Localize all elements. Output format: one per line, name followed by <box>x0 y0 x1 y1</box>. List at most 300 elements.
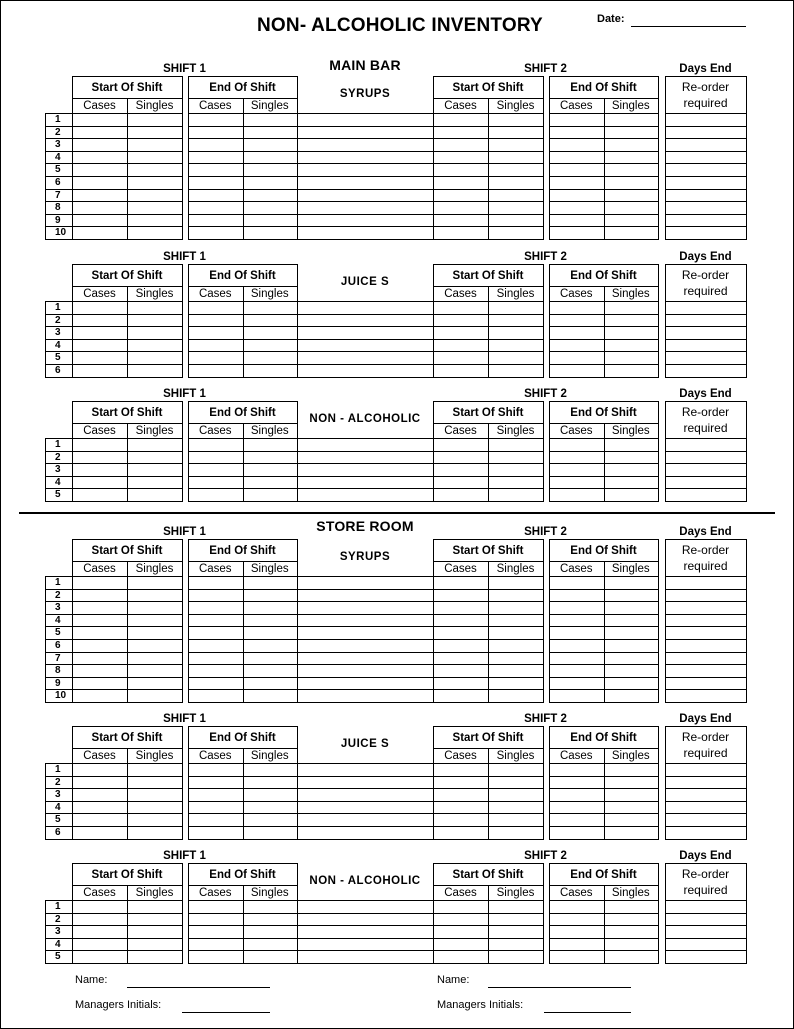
entry-cell[interactable] <box>434 139 487 150</box>
entry-cell[interactable] <box>666 590 745 601</box>
entry-cell[interactable] <box>550 190 603 201</box>
entry-cell[interactable] <box>550 315 603 326</box>
entry-cell[interactable] <box>550 152 603 163</box>
entry-cell[interactable] <box>550 901 603 912</box>
entry-cell[interactable] <box>605 777 657 788</box>
entry-cell[interactable] <box>489 802 542 813</box>
entry-cell[interactable] <box>73 215 126 226</box>
entry-cell[interactable] <box>489 215 542 226</box>
entry-cell[interactable] <box>298 190 432 201</box>
entry-cell[interactable] <box>434 327 487 338</box>
entry-cell[interactable] <box>666 914 745 925</box>
entry-cell[interactable] <box>489 901 542 912</box>
entry-cell[interactable] <box>605 315 657 326</box>
entry-cell[interactable] <box>550 227 603 238</box>
entry-cell[interactable] <box>298 464 432 475</box>
entry-cell[interactable] <box>189 139 242 150</box>
entry-cell[interactable] <box>489 678 542 689</box>
entry-cell[interactable] <box>666 177 745 188</box>
entry-cell[interactable] <box>489 489 542 500</box>
entry-cell[interactable] <box>189 365 242 376</box>
entry-cell[interactable] <box>550 202 603 213</box>
entry-cell[interactable] <box>605 802 657 813</box>
entry-cell[interactable] <box>298 827 432 838</box>
entry-cell[interactable] <box>298 365 432 376</box>
entry-cell[interactable] <box>666 777 745 788</box>
entry-cell[interactable] <box>73 315 126 326</box>
entry-cell[interactable] <box>489 127 542 138</box>
entry-cell[interactable] <box>298 164 432 175</box>
entry-cell[interactable] <box>298 802 432 813</box>
entry-cell[interactable] <box>550 477 603 488</box>
entry-cell[interactable] <box>605 152 657 163</box>
entry-cell[interactable] <box>666 926 745 937</box>
entry-cell[interactable] <box>298 914 432 925</box>
entry-cell[interactable] <box>489 452 542 463</box>
entry-cell[interactable] <box>128 678 181 689</box>
entry-cell[interactable] <box>128 489 181 500</box>
entry-cell[interactable] <box>244 590 296 601</box>
name-field-line-right[interactable] <box>488 987 631 988</box>
entry-cell[interactable] <box>298 315 432 326</box>
entry-cell[interactable] <box>605 814 657 825</box>
managers-initials-field-line-right[interactable] <box>544 1012 631 1013</box>
entry-cell[interactable] <box>298 590 432 601</box>
entry-cell[interactable] <box>550 640 603 651</box>
entry-cell[interactable] <box>128 439 181 450</box>
entry-cell[interactable] <box>666 127 745 138</box>
entry-cell[interactable] <box>605 302 657 313</box>
entry-cell[interactable] <box>128 627 181 638</box>
entry-cell[interactable] <box>666 665 745 676</box>
entry-cell[interactable] <box>434 640 487 651</box>
entry-cell[interactable] <box>434 653 487 664</box>
entry-cell[interactable] <box>434 914 487 925</box>
entry-cell[interactable] <box>489 190 542 201</box>
entry-cell[interactable] <box>244 215 296 226</box>
entry-cell[interactable] <box>189 215 242 226</box>
entry-cell[interactable] <box>244 190 296 201</box>
entry-cell[interactable] <box>550 215 603 226</box>
entry-cell[interactable] <box>73 665 126 676</box>
entry-cell[interactable] <box>605 340 657 351</box>
entry-cell[interactable] <box>605 190 657 201</box>
entry-cell[interactable] <box>434 464 487 475</box>
entry-cell[interactable] <box>434 678 487 689</box>
entry-cell[interactable] <box>666 602 745 613</box>
entry-cell[interactable] <box>489 327 542 338</box>
entry-cell[interactable] <box>666 477 745 488</box>
entry-cell[interactable] <box>666 827 745 838</box>
entry-cell[interactable] <box>189 452 242 463</box>
entry-cell[interactable] <box>605 764 657 775</box>
entry-cell[interactable] <box>244 202 296 213</box>
entry-cell[interactable] <box>666 577 745 588</box>
entry-cell[interactable] <box>666 814 745 825</box>
entry-cell[interactable] <box>550 464 603 475</box>
entry-cell[interactable] <box>298 602 432 613</box>
entry-cell[interactable] <box>489 602 542 613</box>
entry-cell[interactable] <box>73 439 126 450</box>
entry-cell[interactable] <box>434 127 487 138</box>
entry-cell[interactable] <box>666 202 745 213</box>
entry-cell[interactable] <box>298 777 432 788</box>
entry-cell[interactable] <box>73 914 126 925</box>
entry-cell[interactable] <box>434 340 487 351</box>
entry-cell[interactable] <box>128 227 181 238</box>
entry-cell[interactable] <box>189 914 242 925</box>
entry-cell[interactable] <box>489 640 542 651</box>
entry-cell[interactable] <box>605 577 657 588</box>
entry-cell[interactable] <box>298 202 432 213</box>
entry-cell[interactable] <box>550 665 603 676</box>
entry-cell[interactable] <box>244 665 296 676</box>
entry-cell[interactable] <box>189 764 242 775</box>
entry-cell[interactable] <box>128 939 181 950</box>
entry-cell[interactable] <box>434 352 487 363</box>
entry-cell[interactable] <box>489 951 542 962</box>
entry-cell[interactable] <box>128 215 181 226</box>
entry-cell[interactable] <box>128 951 181 962</box>
entry-cell[interactable] <box>244 164 296 175</box>
entry-cell[interactable] <box>605 665 657 676</box>
entry-cell[interactable] <box>244 814 296 825</box>
entry-cell[interactable] <box>489 315 542 326</box>
entry-cell[interactable] <box>489 764 542 775</box>
entry-cell[interactable] <box>550 177 603 188</box>
entry-cell[interactable] <box>189 814 242 825</box>
entry-cell[interactable] <box>605 327 657 338</box>
entry-cell[interactable] <box>666 215 745 226</box>
entry-cell[interactable] <box>189 352 242 363</box>
entry-cell[interactable] <box>666 164 745 175</box>
entry-cell[interactable] <box>189 439 242 450</box>
entry-cell[interactable] <box>73 114 126 125</box>
entry-cell[interactable] <box>244 777 296 788</box>
entry-cell[interactable] <box>128 789 181 800</box>
entry-cell[interactable] <box>550 914 603 925</box>
entry-cell[interactable] <box>244 152 296 163</box>
entry-cell[interactable] <box>489 340 542 351</box>
entry-cell[interactable] <box>550 602 603 613</box>
entry-cell[interactable] <box>189 464 242 475</box>
entry-cell[interactable] <box>489 615 542 626</box>
entry-cell[interactable] <box>244 602 296 613</box>
entry-cell[interactable] <box>666 939 745 950</box>
entry-cell[interactable] <box>244 951 296 962</box>
entry-cell[interactable] <box>73 827 126 838</box>
entry-cell[interactable] <box>605 914 657 925</box>
entry-cell[interactable] <box>189 690 242 701</box>
entry-cell[interactable] <box>128 164 181 175</box>
entry-cell[interactable] <box>298 452 432 463</box>
entry-cell[interactable] <box>605 227 657 238</box>
entry-cell[interactable] <box>73 764 126 775</box>
entry-cell[interactable] <box>550 789 603 800</box>
entry-cell[interactable] <box>244 439 296 450</box>
entry-cell[interactable] <box>550 939 603 950</box>
entry-cell[interactable] <box>73 951 126 962</box>
entry-cell[interactable] <box>666 653 745 664</box>
entry-cell[interactable] <box>189 827 242 838</box>
entry-cell[interactable] <box>244 802 296 813</box>
entry-cell[interactable] <box>189 951 242 962</box>
entry-cell[interactable] <box>244 464 296 475</box>
entry-cell[interactable] <box>666 615 745 626</box>
entry-cell[interactable] <box>244 315 296 326</box>
entry-cell[interactable] <box>244 678 296 689</box>
entry-cell[interactable] <box>128 152 181 163</box>
entry-cell[interactable] <box>489 302 542 313</box>
entry-cell[interactable] <box>434 302 487 313</box>
entry-cell[interactable] <box>244 489 296 500</box>
entry-cell[interactable] <box>189 477 242 488</box>
entry-cell[interactable] <box>550 802 603 813</box>
entry-cell[interactable] <box>666 789 745 800</box>
entry-cell[interactable] <box>73 452 126 463</box>
entry-cell[interactable] <box>605 202 657 213</box>
entry-cell[interactable] <box>189 315 242 326</box>
entry-cell[interactable] <box>298 951 432 962</box>
entry-cell[interactable] <box>489 139 542 150</box>
entry-cell[interactable] <box>489 590 542 601</box>
entry-cell[interactable] <box>489 365 542 376</box>
entry-cell[interactable] <box>244 914 296 925</box>
entry-cell[interactable] <box>489 164 542 175</box>
entry-cell[interactable] <box>605 602 657 613</box>
entry-cell[interactable] <box>666 139 745 150</box>
entry-cell[interactable] <box>489 827 542 838</box>
entry-cell[interactable] <box>128 926 181 937</box>
entry-cell[interactable] <box>605 464 657 475</box>
entry-cell[interactable] <box>434 227 487 238</box>
entry-cell[interactable] <box>128 365 181 376</box>
entry-cell[interactable] <box>605 177 657 188</box>
entry-cell[interactable] <box>128 777 181 788</box>
entry-cell[interactable] <box>550 814 603 825</box>
entry-cell[interactable] <box>489 653 542 664</box>
entry-cell[interactable] <box>128 814 181 825</box>
entry-cell[interactable] <box>128 139 181 150</box>
entry-cell[interactable] <box>489 665 542 676</box>
entry-cell[interactable] <box>666 802 745 813</box>
entry-cell[interactable] <box>298 627 432 638</box>
entry-cell[interactable] <box>489 477 542 488</box>
entry-cell[interactable] <box>73 340 126 351</box>
entry-cell[interactable] <box>434 477 487 488</box>
entry-cell[interactable] <box>73 139 126 150</box>
entry-cell[interactable] <box>128 315 181 326</box>
entry-cell[interactable] <box>550 926 603 937</box>
entry-cell[interactable] <box>189 615 242 626</box>
entry-cell[interactable] <box>434 827 487 838</box>
entry-cell[interactable] <box>434 665 487 676</box>
entry-cell[interactable] <box>489 177 542 188</box>
entry-cell[interactable] <box>434 777 487 788</box>
entry-cell[interactable] <box>128 615 181 626</box>
entry-cell[interactable] <box>189 678 242 689</box>
entry-cell[interactable] <box>434 152 487 163</box>
entry-cell[interactable] <box>666 951 745 962</box>
entry-cell[interactable] <box>489 464 542 475</box>
entry-cell[interactable] <box>489 439 542 450</box>
entry-cell[interactable] <box>434 939 487 950</box>
entry-cell[interactable] <box>489 939 542 950</box>
entry-cell[interactable] <box>666 365 745 376</box>
entry-cell[interactable] <box>298 690 432 701</box>
entry-cell[interactable] <box>128 901 181 912</box>
entry-cell[interactable] <box>244 926 296 937</box>
entry-cell[interactable] <box>605 365 657 376</box>
entry-cell[interactable] <box>434 452 487 463</box>
entry-cell[interactable] <box>298 901 432 912</box>
entry-cell[interactable] <box>244 477 296 488</box>
entry-cell[interactable] <box>605 352 657 363</box>
entry-cell[interactable] <box>666 340 745 351</box>
entry-cell[interactable] <box>189 227 242 238</box>
entry-cell[interactable] <box>550 627 603 638</box>
entry-cell[interactable] <box>605 627 657 638</box>
entry-cell[interactable] <box>605 653 657 664</box>
entry-cell[interactable] <box>489 152 542 163</box>
entry-cell[interactable] <box>128 114 181 125</box>
entry-cell[interactable] <box>244 939 296 950</box>
entry-cell[interactable] <box>550 127 603 138</box>
entry-cell[interactable] <box>489 777 542 788</box>
entry-cell[interactable] <box>189 802 242 813</box>
entry-cell[interactable] <box>434 764 487 775</box>
entry-cell[interactable] <box>605 590 657 601</box>
entry-cell[interactable] <box>298 215 432 226</box>
entry-cell[interactable] <box>128 340 181 351</box>
entry-cell[interactable] <box>489 814 542 825</box>
entry-cell[interactable] <box>298 477 432 488</box>
entry-cell[interactable] <box>489 227 542 238</box>
entry-cell[interactable] <box>434 215 487 226</box>
entry-cell[interactable] <box>434 926 487 937</box>
entry-cell[interactable] <box>298 814 432 825</box>
entry-cell[interactable] <box>298 939 432 950</box>
entry-cell[interactable] <box>489 914 542 925</box>
entry-cell[interactable] <box>298 640 432 651</box>
date-field-line[interactable] <box>631 26 746 27</box>
entry-cell[interactable] <box>244 577 296 588</box>
entry-cell[interactable] <box>666 114 745 125</box>
entry-cell[interactable] <box>73 590 126 601</box>
entry-cell[interactable] <box>605 615 657 626</box>
entry-cell[interactable] <box>550 653 603 664</box>
entry-cell[interactable] <box>550 302 603 313</box>
entry-cell[interactable] <box>605 139 657 150</box>
entry-cell[interactable] <box>605 489 657 500</box>
entry-cell[interactable] <box>605 901 657 912</box>
entry-cell[interactable] <box>605 690 657 701</box>
entry-cell[interactable] <box>550 577 603 588</box>
entry-cell[interactable] <box>298 114 432 125</box>
entry-cell[interactable] <box>73 152 126 163</box>
entry-cell[interactable] <box>73 464 126 475</box>
entry-cell[interactable] <box>605 164 657 175</box>
entry-cell[interactable] <box>434 802 487 813</box>
entry-cell[interactable] <box>128 577 181 588</box>
entry-cell[interactable] <box>666 327 745 338</box>
entry-cell[interactable] <box>550 439 603 450</box>
entry-cell[interactable] <box>73 640 126 651</box>
entry-cell[interactable] <box>550 327 603 338</box>
entry-cell[interactable] <box>73 489 126 500</box>
entry-cell[interactable] <box>550 352 603 363</box>
entry-cell[interactable] <box>550 615 603 626</box>
entry-cell[interactable] <box>434 114 487 125</box>
entry-cell[interactable] <box>550 827 603 838</box>
entry-cell[interactable] <box>550 764 603 775</box>
entry-cell[interactable] <box>189 665 242 676</box>
entry-cell[interactable] <box>298 665 432 676</box>
entry-cell[interactable] <box>550 777 603 788</box>
entry-cell[interactable] <box>244 789 296 800</box>
entry-cell[interactable] <box>605 678 657 689</box>
entry-cell[interactable] <box>434 315 487 326</box>
entry-cell[interactable] <box>605 114 657 125</box>
entry-cell[interactable] <box>128 590 181 601</box>
entry-cell[interactable] <box>244 901 296 912</box>
entry-cell[interactable] <box>666 439 745 450</box>
entry-cell[interactable] <box>128 202 181 213</box>
entry-cell[interactable] <box>434 627 487 638</box>
entry-cell[interactable] <box>73 777 126 788</box>
entry-cell[interactable] <box>550 678 603 689</box>
entry-cell[interactable] <box>298 139 432 150</box>
entry-cell[interactable] <box>550 365 603 376</box>
entry-cell[interactable] <box>128 477 181 488</box>
entry-cell[interactable] <box>550 139 603 150</box>
entry-cell[interactable] <box>73 202 126 213</box>
entry-cell[interactable] <box>244 690 296 701</box>
entry-cell[interactable] <box>605 827 657 838</box>
entry-cell[interactable] <box>434 164 487 175</box>
entry-cell[interactable] <box>434 615 487 626</box>
entry-cell[interactable] <box>550 489 603 500</box>
entry-cell[interactable] <box>128 914 181 925</box>
entry-cell[interactable] <box>298 127 432 138</box>
entry-cell[interactable] <box>298 327 432 338</box>
entry-cell[interactable] <box>189 926 242 937</box>
entry-cell[interactable] <box>434 590 487 601</box>
entry-cell[interactable] <box>666 464 745 475</box>
entry-cell[interactable] <box>298 489 432 500</box>
entry-cell[interactable] <box>73 577 126 588</box>
entry-cell[interactable] <box>189 777 242 788</box>
entry-cell[interactable] <box>298 177 432 188</box>
entry-cell[interactable] <box>489 202 542 213</box>
entry-cell[interactable] <box>244 127 296 138</box>
entry-cell[interactable] <box>298 352 432 363</box>
entry-cell[interactable] <box>73 615 126 626</box>
entry-cell[interactable] <box>605 640 657 651</box>
entry-cell[interactable] <box>489 926 542 937</box>
entry-cell[interactable] <box>128 690 181 701</box>
entry-cell[interactable] <box>128 352 181 363</box>
entry-cell[interactable] <box>298 678 432 689</box>
entry-cell[interactable] <box>189 152 242 163</box>
entry-cell[interactable] <box>73 939 126 950</box>
entry-cell[interactable] <box>73 365 126 376</box>
entry-cell[interactable] <box>73 327 126 338</box>
entry-cell[interactable] <box>298 302 432 313</box>
entry-cell[interactable] <box>189 127 242 138</box>
entry-cell[interactable] <box>298 439 432 450</box>
entry-cell[interactable] <box>550 114 603 125</box>
